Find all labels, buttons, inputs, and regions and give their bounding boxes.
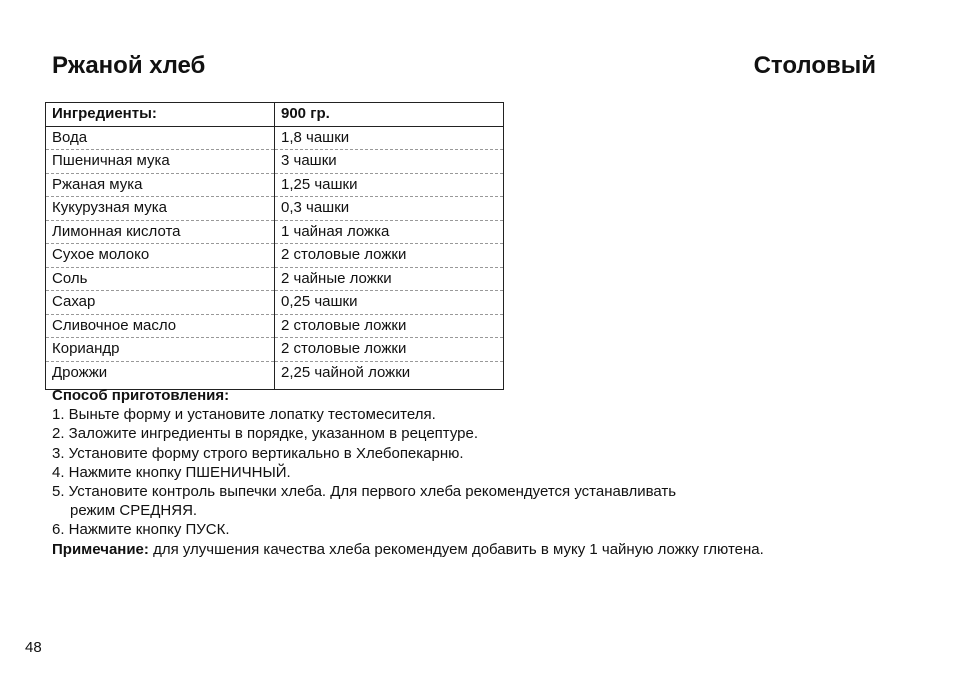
method-step: 4. Нажмите кнопку ПШЕНИЧНЫЙ.: [52, 463, 291, 481]
method-step: 5. Установите контроль выпечки хлеба. Для первого хлеба рекомендуется устанавливать: [52, 483, 677, 501]
ingredient-amount: 2 столовые ложки: [275, 244, 504, 268]
ingredient-name: Кориандр: [46, 338, 275, 362]
table-row: [46, 361, 504, 389]
ingredient-amount: 0,25 чашки: [275, 291, 504, 315]
ingredient-name: Пшеничная мука: [46, 150, 275, 174]
ingredient-name: Сухое молоко: [46, 244, 275, 268]
table-row: [46, 267, 504, 291]
ingredient-name: Дрожжи: [46, 361, 275, 389]
table-header-row: [46, 103, 504, 127]
ingredient-amount: 2,25 чайной ложки: [281, 363, 411, 381]
recipe-title: Ржаной хлеб: [52, 52, 206, 79]
ingredients-table: [45, 102, 504, 390]
recipe-category: Столовый: [753, 52, 876, 79]
table-row: [46, 126, 504, 150]
method-heading: Способ приготовления:: [52, 387, 230, 404]
method-step: 1. Выньте форму и установите лопатку тестомесителя.: [52, 406, 436, 424]
ingredient-name: Лимонная кислота: [46, 220, 275, 244]
ingredient-name: Соль: [46, 267, 275, 291]
ingredient-amount: 1,8 чашки: [275, 126, 504, 150]
ingredient-amount: 2 столовые ложки: [275, 314, 504, 338]
table-row: [46, 291, 504, 315]
method-step-continuation: режим СРЕДНЯЯ.: [70, 502, 198, 520]
method-step: 3. Установите форму строго вертикально в Хлебопекарню.: [52, 444, 464, 462]
column-header-ingredient: Ингредиенты:: [46, 103, 275, 127]
note-label: Примечание:: [52, 540, 149, 558]
table-row: [46, 173, 504, 197]
page-number: 48: [25, 639, 42, 656]
ingredient-name: Сливочное масло: [46, 314, 275, 338]
ingredient-amount: 1,25 чашки: [275, 173, 504, 197]
ingredient-amount: 1 чайная ложка: [275, 220, 504, 244]
ingredient-name: Кукурузная мука: [46, 197, 275, 221]
column-header-amount: 900 гр.: [275, 103, 504, 127]
method-step: 6. Нажмите кнопку ПУСК.: [52, 521, 230, 539]
table-row: [46, 244, 504, 268]
table-row: [46, 150, 504, 174]
table-row: [46, 220, 504, 244]
ingredient-name: Вода: [46, 126, 275, 150]
ingredient-name: Ржаная мука: [46, 173, 275, 197]
ingredient-name: Сахар: [46, 291, 275, 315]
note-text: для улучшения качества хлеба рекомендуем добавить в муку 1 чайную ложку глютена.: [148, 540, 764, 558]
ingredient-amount: 3 чашки: [275, 150, 504, 174]
table-row: [46, 197, 504, 221]
ingredient-amount: 2 столовые ложки: [275, 338, 504, 362]
method-step: 2. Заложите ингредиенты в порядке, указанном в рецептуре.: [52, 425, 479, 443]
ingredient-amount: 0,3 чашки: [275, 197, 504, 221]
table-row: [46, 314, 504, 338]
ingredient-amount: 2 чайные ложки: [275, 267, 504, 291]
table-row: [46, 338, 504, 362]
method-note: [52, 540, 912, 559]
preparation-method: [52, 386, 912, 559]
